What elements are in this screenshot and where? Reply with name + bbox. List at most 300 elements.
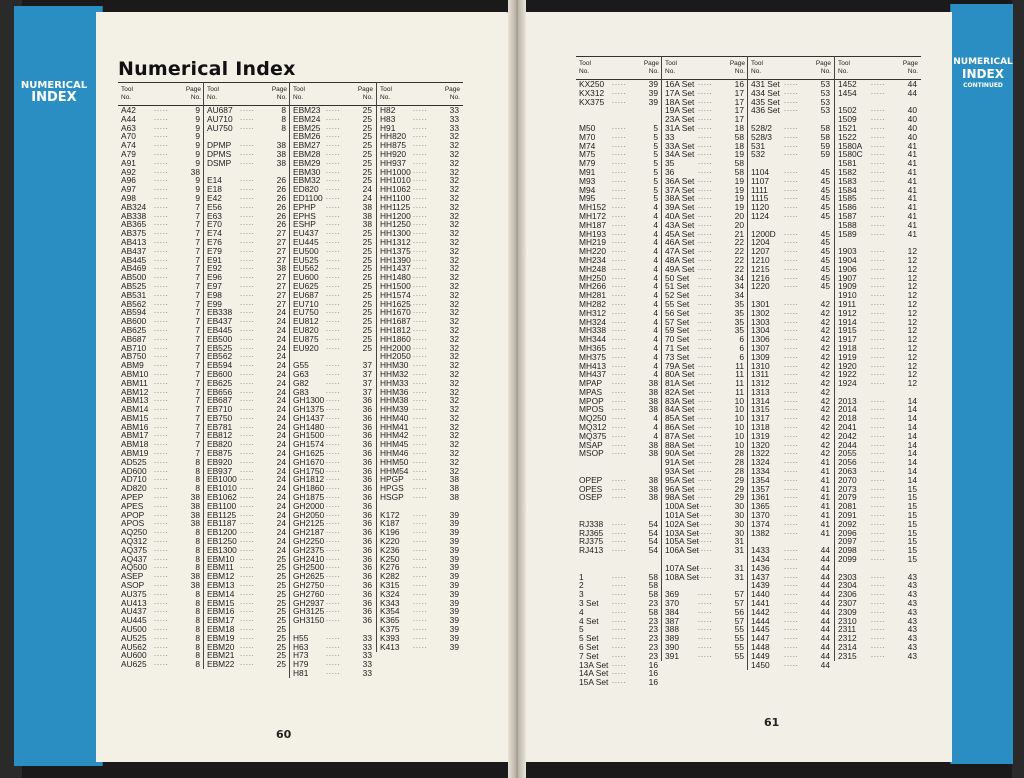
tool-number: EU812 bbox=[293, 316, 319, 327]
tool-number: EBM22 bbox=[207, 659, 235, 670]
page-reference: 33 bbox=[449, 122, 459, 133]
tool-number: 2092 bbox=[838, 518, 857, 529]
tool-number: EB625 bbox=[207, 377, 233, 388]
index-row bbox=[377, 643, 463, 652]
tool-number: HH820 bbox=[380, 131, 407, 142]
leader-dots: ..... bbox=[240, 528, 255, 536]
leader-dots: ..... bbox=[784, 247, 799, 255]
tool-number: HH2000 bbox=[380, 342, 411, 353]
page-reference: 36 bbox=[362, 430, 372, 441]
tool-number: 36A Set bbox=[665, 175, 695, 186]
leader-dots: ..... bbox=[784, 572, 799, 580]
page-reference: 4 bbox=[653, 430, 658, 441]
leader-dots: ..... bbox=[784, 660, 799, 668]
leader-dots: ..... bbox=[240, 405, 255, 413]
tool-number: GH2125 bbox=[293, 518, 325, 529]
leader-dots: ..... bbox=[612, 546, 627, 554]
tool-number: 1449 bbox=[751, 650, 770, 661]
page-reference: 8 bbox=[195, 650, 200, 661]
leader-dots: ..... bbox=[612, 651, 627, 659]
leader-dots: ..... bbox=[871, 467, 886, 475]
page-reference: 8 bbox=[195, 624, 200, 635]
tool-number: M93 bbox=[579, 175, 596, 186]
leader-dots: ..... bbox=[326, 185, 341, 193]
leader-dots: ..... bbox=[240, 422, 255, 430]
tool-number: EB562 bbox=[207, 351, 233, 362]
page-reference: 38 bbox=[190, 166, 200, 177]
leader-dots: ..... bbox=[240, 510, 255, 518]
column-divider bbox=[376, 82, 377, 652]
page-reference: 32 bbox=[449, 412, 459, 423]
tool-number: 1439 bbox=[751, 580, 770, 591]
leader-dots: ..... bbox=[871, 247, 886, 255]
page-reference: 57 bbox=[734, 598, 744, 609]
page-reference: 44 bbox=[820, 589, 830, 600]
tool-number: 90A Set bbox=[665, 448, 695, 459]
tool-number: EBM28 bbox=[293, 148, 321, 159]
tool-number: EU562 bbox=[293, 263, 319, 274]
page-reference: 24 bbox=[276, 439, 286, 450]
leader-dots: ..... bbox=[612, 475, 627, 483]
page-reference: 58 bbox=[820, 131, 830, 142]
page-reference: 26 bbox=[276, 184, 286, 195]
leader-dots: ..... bbox=[240, 545, 255, 553]
leader-dots: ..... bbox=[698, 467, 713, 475]
leader-dots: ..... bbox=[326, 299, 341, 307]
leader-dots: ..... bbox=[413, 158, 428, 166]
tool-number: 35 bbox=[665, 158, 675, 169]
tool-number: A91 bbox=[121, 157, 136, 168]
page-reference: 6 bbox=[739, 342, 744, 353]
tool-number: MH365 bbox=[579, 342, 606, 353]
page-reference: 32 bbox=[449, 448, 459, 459]
tool-number: MH266 bbox=[579, 281, 606, 292]
leader-dots: ..... bbox=[240, 378, 255, 386]
tool-number: 1910 bbox=[838, 290, 857, 301]
tool-number: HHM46 bbox=[380, 448, 409, 459]
tool-number: GH1437 bbox=[293, 412, 325, 423]
leader-dots: ..... bbox=[413, 334, 428, 342]
page-reference: 7 bbox=[195, 307, 200, 318]
page-reference: 11 bbox=[735, 369, 744, 380]
tool-number: GH2250 bbox=[293, 536, 325, 547]
tool-number: EU750 bbox=[293, 307, 319, 318]
page-reference: 43 bbox=[907, 589, 917, 600]
leader-dots: ..... bbox=[240, 449, 255, 457]
leader-dots: ..... bbox=[698, 282, 713, 290]
leader-dots: ..... bbox=[413, 484, 428, 492]
page-reference: 44 bbox=[820, 642, 830, 652]
tool-number: 1914 bbox=[838, 316, 857, 327]
tool-number: E79 bbox=[207, 245, 222, 256]
tool-number: 1442 bbox=[751, 606, 770, 617]
page-reference: 36 bbox=[362, 571, 372, 582]
leader-dots: ..... bbox=[698, 317, 713, 325]
tool-number: 1582 bbox=[838, 166, 857, 177]
leader-dots: ..... bbox=[698, 519, 713, 527]
tool-number: AU710 bbox=[207, 113, 233, 124]
tool-number: EB600 bbox=[207, 368, 233, 379]
tool-number: MH413 bbox=[579, 360, 606, 371]
leader-dots: ..... bbox=[698, 590, 713, 598]
leader-dots: ..... bbox=[240, 589, 255, 597]
page-reference: 7 bbox=[195, 272, 200, 283]
page-reference: 15 bbox=[907, 501, 917, 512]
tool-number: 19A Set bbox=[665, 105, 695, 116]
leader-dots: ..... bbox=[612, 141, 627, 149]
page-reference: 25 bbox=[362, 122, 372, 133]
numerical-index-tab bbox=[18, 80, 90, 105]
leader-dots: ..... bbox=[698, 484, 713, 492]
leader-dots: ..... bbox=[413, 237, 428, 245]
page-reference: 36 bbox=[362, 483, 372, 494]
page-reference: 12 bbox=[907, 360, 917, 371]
tool-number: EBM30 bbox=[293, 166, 321, 177]
tool-number: AB710 bbox=[121, 342, 147, 353]
leader-dots: ..... bbox=[413, 510, 428, 518]
index-row bbox=[835, 230, 921, 239]
page-reference: 8 bbox=[195, 632, 200, 643]
leader-dots: ..... bbox=[784, 387, 799, 395]
tool-number: 1306 bbox=[751, 334, 770, 345]
leader-dots: ..... bbox=[698, 387, 713, 395]
page-reference: 32 bbox=[449, 192, 459, 203]
page-reference: 8 bbox=[195, 456, 200, 467]
leader-dots: ..... bbox=[698, 537, 713, 545]
leader-dots: ..... bbox=[612, 405, 627, 413]
page-reference: 38 bbox=[190, 580, 200, 591]
leader-dots: ..... bbox=[326, 202, 341, 210]
tool-number: 1365 bbox=[751, 501, 770, 512]
page-reference: 44 bbox=[820, 659, 830, 670]
leader-dots: ..... bbox=[612, 335, 627, 343]
page-reference: 10 bbox=[734, 430, 744, 441]
column-divider bbox=[661, 56, 662, 661]
leader-dots: ..... bbox=[698, 502, 713, 510]
leader-dots: ..... bbox=[326, 466, 341, 474]
page-reference: 17 bbox=[734, 105, 744, 116]
tool-number: EU445 bbox=[293, 236, 319, 247]
tool-number: 2056 bbox=[838, 457, 857, 468]
leader-dots: ..... bbox=[784, 634, 799, 642]
page-reference: 11 bbox=[735, 360, 744, 371]
tool-number: 1318 bbox=[751, 422, 770, 433]
leader-dots: ..... bbox=[784, 150, 799, 158]
page-reference: 8 bbox=[195, 659, 200, 670]
page-reference: 7 bbox=[195, 360, 200, 371]
tool-number: AU625 bbox=[121, 659, 147, 670]
tool-number: EB445 bbox=[207, 324, 233, 335]
page-reference: 55 bbox=[734, 650, 744, 661]
leader-dots: ..... bbox=[871, 335, 886, 343]
column-header bbox=[118, 82, 204, 106]
tool-number: 370 bbox=[665, 598, 679, 609]
page-reference: 25 bbox=[362, 280, 372, 291]
tool-number: ABM10 bbox=[121, 368, 149, 379]
tool-number: MH338 bbox=[579, 325, 606, 336]
leader-dots: ..... bbox=[413, 387, 428, 395]
page-reference: 38 bbox=[190, 500, 200, 511]
tool-number: AB687 bbox=[121, 333, 147, 344]
tool-number: AB750 bbox=[121, 351, 147, 362]
leader-dots: ..... bbox=[326, 141, 341, 149]
page-reference: 24 bbox=[276, 492, 286, 503]
page-reference: 25 bbox=[276, 597, 286, 608]
tool-number: 1589 bbox=[838, 228, 857, 239]
leader-dots: ..... bbox=[326, 343, 341, 351]
page-reference: 39 bbox=[449, 624, 459, 635]
tool-number: 4 bbox=[579, 606, 584, 617]
leader-dots: ..... bbox=[326, 255, 341, 263]
tool-no-header: Tool No. bbox=[838, 60, 850, 75]
index-row bbox=[662, 546, 748, 555]
leader-dots: ..... bbox=[154, 589, 169, 597]
tool-number: 1207 bbox=[751, 246, 770, 257]
tool-number: GH2750 bbox=[293, 580, 325, 591]
page-reference: 27 bbox=[276, 245, 286, 256]
leader-dots: ..... bbox=[154, 325, 169, 333]
leader-dots: ..... bbox=[612, 132, 627, 140]
page-reference: 4 bbox=[653, 369, 658, 380]
page-reference: 40 bbox=[907, 114, 917, 125]
tool-number: EBM16 bbox=[207, 606, 235, 617]
page-reference: 43 bbox=[907, 606, 917, 617]
tool-number: H79 bbox=[293, 659, 309, 670]
leader-dots: ..... bbox=[871, 317, 886, 325]
tool-number: 31A Set bbox=[665, 122, 695, 133]
tool-number: 2315 bbox=[838, 650, 857, 661]
leader-dots: ..... bbox=[871, 326, 886, 334]
leader-dots: ..... bbox=[413, 519, 428, 527]
leader-dots: ..... bbox=[240, 475, 255, 483]
page-reference: 36 bbox=[362, 456, 372, 467]
page-reference: 24 bbox=[276, 412, 286, 423]
tool-number: EB820 bbox=[207, 439, 233, 450]
tool-number: 37A Set bbox=[665, 184, 695, 195]
page-reference: 35 bbox=[734, 307, 744, 318]
page-reference: 4 bbox=[653, 228, 658, 239]
page-reference: 5 bbox=[653, 158, 658, 169]
page-reference: 14 bbox=[907, 430, 917, 441]
index-column bbox=[835, 56, 921, 661]
page-reference: 8 bbox=[281, 122, 286, 133]
page-reference: 32 bbox=[449, 342, 459, 353]
page-reference: 32 bbox=[449, 272, 459, 283]
page-reference: 9 bbox=[195, 140, 200, 151]
leader-dots: ..... bbox=[784, 106, 799, 114]
leader-dots: ..... bbox=[612, 370, 627, 378]
leader-dots: ..... bbox=[784, 282, 799, 290]
index-row bbox=[748, 282, 834, 291]
tool-number: 16A Set bbox=[665, 79, 695, 89]
tool-number: HHM45 bbox=[380, 439, 409, 450]
page-reference: 42 bbox=[820, 316, 830, 327]
page-reference: 57 bbox=[734, 589, 744, 600]
tool-number: ABM9 bbox=[121, 360, 144, 371]
tool-number: 2099 bbox=[838, 554, 857, 565]
page-reference: 7 bbox=[195, 368, 200, 379]
leader-dots: ..... bbox=[698, 167, 713, 175]
tool-number: 103A Set bbox=[665, 527, 699, 538]
page-reference: 40 bbox=[907, 131, 917, 142]
page-reference: 32 bbox=[449, 184, 459, 195]
page-reference: 8 bbox=[195, 597, 200, 608]
leader-dots: ..... bbox=[698, 115, 713, 123]
leader-dots: ..... bbox=[871, 255, 886, 263]
tool-number: MPOP bbox=[579, 395, 604, 406]
tool-number: 389 bbox=[665, 633, 679, 644]
page-reference: 8 bbox=[195, 553, 200, 564]
page-reference: 36 bbox=[362, 421, 372, 432]
tool-number: 57 Set bbox=[665, 316, 690, 327]
index-column bbox=[290, 82, 376, 678]
leader-dots: ..... bbox=[326, 176, 341, 184]
tab-line-1: NUMERICAL bbox=[20, 80, 88, 91]
tool-number: ABM11 bbox=[121, 377, 148, 388]
tool-number: EBM10 bbox=[207, 553, 235, 564]
leader-dots: ..... bbox=[612, 326, 627, 334]
leader-dots: ..... bbox=[784, 414, 799, 422]
page-reference: 12 bbox=[907, 378, 917, 389]
leader-dots: ..... bbox=[154, 405, 169, 413]
leader-dots: ..... bbox=[698, 528, 713, 536]
page-reference: 22 bbox=[734, 246, 744, 257]
leader-dots: ..... bbox=[154, 633, 169, 641]
leader-dots: ..... bbox=[784, 335, 799, 343]
tool-number: 2018 bbox=[838, 413, 857, 424]
tool-number: HH1125 bbox=[380, 201, 411, 212]
leader-dots: ..... bbox=[871, 141, 886, 149]
page-reference: 25 bbox=[362, 157, 372, 168]
leader-dots: ..... bbox=[413, 431, 428, 439]
page-reference: 15 bbox=[907, 554, 917, 565]
page-reference: 39 bbox=[449, 615, 459, 626]
page-reference: 41 bbox=[907, 202, 917, 213]
column-divider bbox=[289, 82, 290, 678]
leader-dots: ..... bbox=[326, 440, 341, 448]
tool-number: 13A Set bbox=[579, 659, 609, 670]
tool-number: HH1312 bbox=[380, 236, 411, 247]
page-reference: 12 bbox=[907, 342, 917, 353]
index-row bbox=[204, 159, 290, 168]
leader-dots: ..... bbox=[612, 625, 627, 633]
page-reference: 25 bbox=[362, 236, 372, 247]
tool-number: EB594 bbox=[207, 360, 233, 371]
tool-number: 1317 bbox=[751, 413, 770, 424]
leader-dots: ..... bbox=[871, 185, 886, 193]
tool-number: K315 bbox=[380, 580, 400, 591]
leader-dots: ..... bbox=[240, 457, 255, 465]
leader-dots: ..... bbox=[784, 352, 799, 360]
leader-dots: ..... bbox=[784, 317, 799, 325]
page-reference: 7 bbox=[195, 421, 200, 432]
page-reference: 38 bbox=[449, 492, 459, 503]
tool-number: HH1250 bbox=[380, 219, 411, 230]
page-reference: 42 bbox=[820, 360, 830, 371]
leader-dots: ..... bbox=[240, 431, 255, 439]
tool-number: 1909 bbox=[838, 281, 857, 292]
tool-number: 18A Set bbox=[665, 96, 695, 107]
tool-number: H82 bbox=[380, 105, 396, 115]
leader-dots: ..... bbox=[154, 607, 169, 615]
index-column bbox=[377, 82, 463, 651]
tool-number: 3 Set bbox=[579, 598, 599, 609]
page-reference: 25 bbox=[276, 580, 286, 591]
page-reference: 23 bbox=[648, 624, 658, 635]
tool-number: EB920 bbox=[207, 456, 233, 467]
left-page-number: 60 bbox=[276, 728, 292, 741]
page-reference: 54 bbox=[648, 545, 658, 556]
leader-dots: ..... bbox=[871, 511, 886, 519]
page-reference: 10 bbox=[734, 395, 744, 406]
tool-number: 59 Set bbox=[665, 325, 690, 336]
leader-dots: ..... bbox=[784, 203, 799, 211]
column-divider bbox=[203, 82, 204, 669]
page-reference: 24 bbox=[276, 448, 286, 459]
tool-number: 1314 bbox=[751, 395, 770, 406]
tool-number: ABM15 bbox=[121, 412, 149, 423]
page-reference: 25 bbox=[276, 641, 286, 652]
page-reference: 43 bbox=[907, 624, 917, 635]
tool-number: 1324 bbox=[751, 457, 770, 468]
tool-number: 102A Set bbox=[665, 518, 699, 529]
page-reference: 25 bbox=[362, 140, 372, 151]
tool-number: A96 bbox=[121, 175, 136, 186]
page-reference: 5 bbox=[653, 131, 658, 142]
page-reference: 38 bbox=[648, 378, 658, 389]
page-reference: 4 bbox=[653, 281, 658, 292]
tool-number: EB1010 bbox=[207, 483, 237, 494]
leader-dots: ..... bbox=[871, 80, 886, 87]
leader-dots: ..... bbox=[326, 554, 341, 562]
leader-dots: ..... bbox=[413, 493, 428, 501]
tool-number: AB365 bbox=[121, 219, 147, 230]
leader-dots: ..... bbox=[612, 282, 627, 290]
page-reference: 27 bbox=[276, 280, 286, 291]
tool-number: 2303 bbox=[838, 571, 857, 582]
leader-dots: ..... bbox=[698, 264, 713, 272]
tool-number: 85A Set bbox=[665, 413, 695, 424]
tool-number: H91 bbox=[380, 122, 396, 133]
page-reference: 18 bbox=[734, 140, 744, 151]
leader-dots: ..... bbox=[154, 123, 169, 131]
tool-number: K282 bbox=[380, 571, 400, 582]
leader-dots: ..... bbox=[240, 246, 255, 254]
tool-number: MH375 bbox=[579, 351, 606, 362]
page-reference: 24 bbox=[276, 456, 286, 467]
page-reference: 42 bbox=[820, 430, 830, 441]
leader-dots: ..... bbox=[154, 185, 169, 193]
tool-number: M94 bbox=[579, 184, 596, 195]
tool-number: EB812 bbox=[207, 430, 233, 441]
leader-dots: ..... bbox=[326, 193, 341, 201]
leader-dots: ..... bbox=[413, 229, 428, 237]
leader-dots: ..... bbox=[612, 97, 627, 105]
tool-number: MH172 bbox=[579, 210, 606, 221]
tool-number: 88A Set bbox=[665, 439, 695, 450]
leader-dots: ..... bbox=[240, 308, 255, 316]
tool-number: ABM16 bbox=[121, 421, 149, 432]
leader-dots: ..... bbox=[784, 581, 799, 589]
tool-number: 1441 bbox=[751, 598, 770, 609]
page-reference: 7 bbox=[195, 386, 200, 397]
page-reference: 38 bbox=[276, 263, 286, 274]
page-reference: 4 bbox=[653, 316, 658, 327]
page-reference: 25 bbox=[362, 263, 372, 274]
tool-number: EU820 bbox=[293, 324, 319, 335]
leader-dots: ..... bbox=[612, 211, 627, 219]
leader-dots: ..... bbox=[413, 273, 428, 281]
